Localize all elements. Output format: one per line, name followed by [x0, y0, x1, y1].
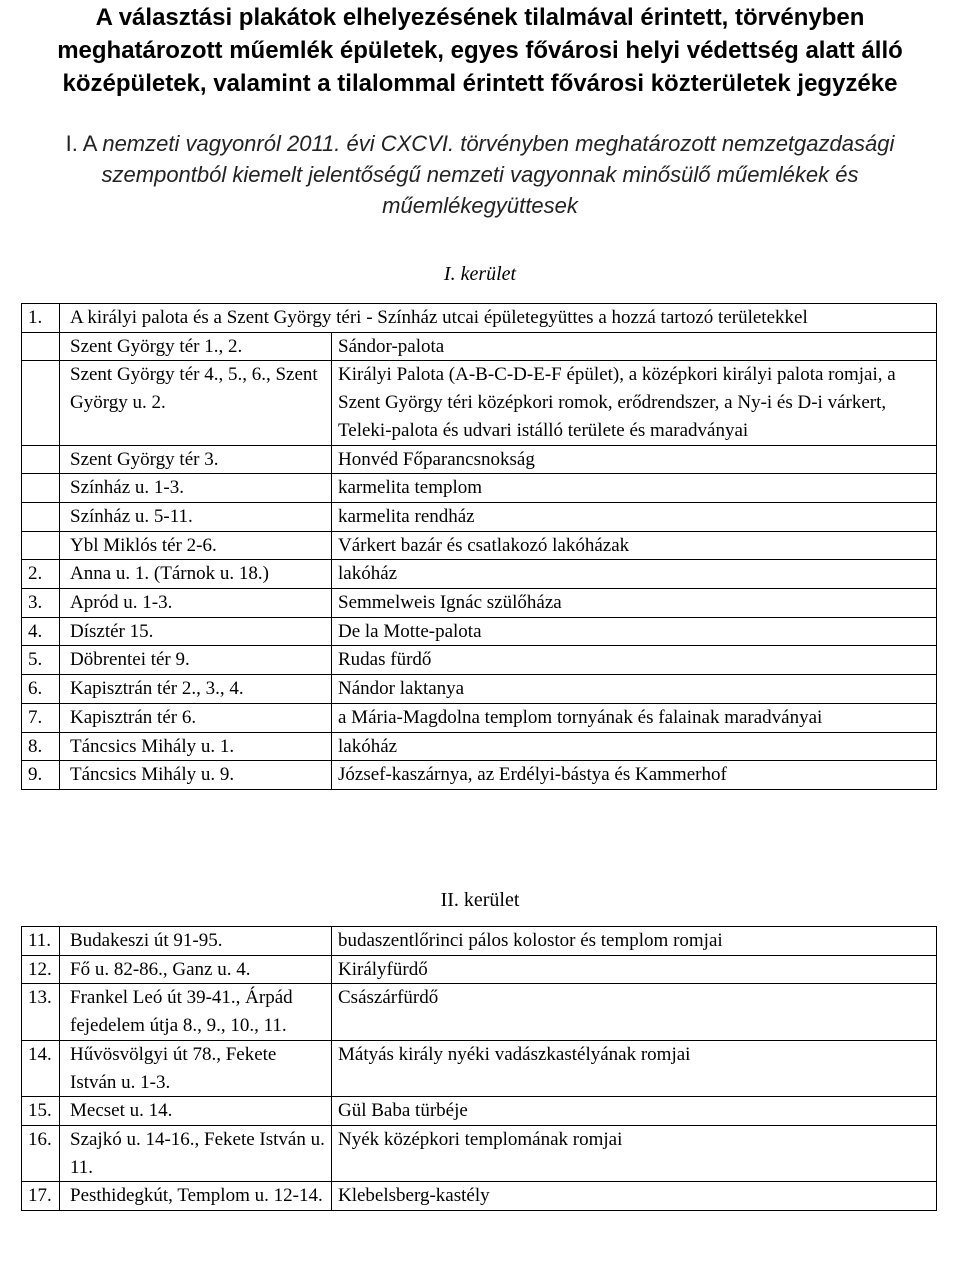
row-number: 13. [22, 984, 60, 1040]
description-cell: Sándor-palota [332, 332, 937, 361]
address-cell: Budakeszi út 91-95. [60, 927, 332, 956]
table-row [22, 560, 937, 589]
description-cell: karmelita rendház [332, 502, 937, 531]
table-row [22, 304, 937, 333]
table-row [22, 732, 937, 761]
empty-cell [22, 332, 60, 361]
table-row [22, 675, 937, 704]
address-cell: Táncsics Mihály u. 1. [60, 732, 332, 761]
empty-cell [22, 531, 60, 560]
address-cell: Szent György tér 1., 2. [60, 332, 332, 361]
description-cell: Királyi Palota (A-B-C-D-E-F épület), a középkori királyi palota romjai, a Szent György téri középkori romok, erődrendszer, a Ny-i és D-i várkert, Teleki-palota és udvari istálló területe és maradványai [332, 361, 937, 445]
row-number: 1. [22, 304, 60, 333]
description-cell: Császárfürdő [332, 984, 937, 1040]
section-title: nemzeti vagyonról 2011. évi CXCVI. törvényben meghatározott nemzetgazdasági szempontból kiemelt jelentőségű nemzeti vagyonnak minősülő műemlékek és műemlékegyüttesek [101, 131, 895, 218]
empty-cell [22, 474, 60, 503]
section-number: I. A [65, 131, 97, 156]
address-cell: Döbrentei tér 9. [60, 646, 332, 675]
description-cell: a Mária-Magdolna templom tornyának és falainak maradványai [332, 703, 937, 732]
row-number: 14. [22, 1040, 60, 1096]
table-row [22, 1097, 937, 1126]
row-number: 5. [22, 646, 60, 675]
description-cell: József-kaszárnya, az Erdélyi-bástya és Kammerhof [332, 761, 937, 790]
address-cell: Szent György tér 3. [60, 445, 332, 474]
row-number: 2. [22, 560, 60, 589]
description-cell: Gül Baba türbéje [332, 1097, 937, 1126]
row-number: 9. [22, 761, 60, 790]
address-cell: Színház u. 5-11. [60, 502, 332, 531]
address-cell: Szent György tér 4., 5., 6., Szent György u. 2. [60, 361, 332, 445]
description-cell: Királyfürdő [332, 955, 937, 984]
table-row [22, 646, 937, 675]
table-row [22, 332, 937, 361]
row-number: 7. [22, 703, 60, 732]
table-row [22, 617, 937, 646]
row-number: 4. [22, 617, 60, 646]
district-heading-2: II. kerület [440, 889, 520, 911]
row-number: 11. [22, 927, 60, 956]
row-number: 15. [22, 1097, 60, 1126]
address-cell: Mecset u. 14. [60, 1097, 332, 1126]
address-cell: Szajkó u. 14-16., Fekete István u. 11. [60, 1125, 332, 1181]
table-row [22, 703, 937, 732]
table-row [22, 927, 937, 956]
table-row [22, 531, 937, 560]
table-row [22, 955, 937, 984]
address-cell: Anna u. 1. (Tárnok u. 18.) [60, 560, 332, 589]
row-number: 3. [22, 589, 60, 618]
table-row [22, 1182, 937, 1211]
row-number: 8. [22, 732, 60, 761]
description-cell: Honvéd Főparancsnokság [332, 445, 937, 474]
address-cell: Színház u. 1-3. [60, 474, 332, 503]
table-row [22, 1040, 937, 1096]
document-title: A választási plakátok elhelyezésének tilalmával érintett, törvényben meghatározott műemlék épületek, egyes fővárosi helyi védettség alatt álló középületek, valamint a tilalommal érintett fővárosi közterületek jegyzéke [57, 4, 903, 97]
table-row [22, 984, 937, 1040]
description-cell: lakóház [332, 732, 937, 761]
row-number: 16. [22, 1125, 60, 1181]
row-number: 17. [22, 1182, 60, 1211]
address-cell: Ybl Miklós tér 2-6. [60, 531, 332, 560]
address-cell: Táncsics Mihály u. 9. [60, 761, 332, 790]
description-cell: Nándor laktanya [332, 675, 937, 704]
table-row [22, 1125, 937, 1181]
address-cell: Fő u. 82-86., Ganz u. 4. [60, 955, 332, 984]
empty-cell [22, 361, 60, 445]
table-row [22, 502, 937, 531]
district-heading-1: I. kerület [443, 263, 517, 285]
row-number: 6. [22, 675, 60, 704]
address-cell: Kapisztrán tér 6. [60, 703, 332, 732]
description-cell: karmelita templom [332, 474, 937, 503]
table-row [22, 445, 937, 474]
address-cell: Dísztér 15. [60, 617, 332, 646]
description-cell: budaszentlőrinci pálos kolostor és templom romjai [332, 927, 937, 956]
description-cell: Nyék középkori templomának romjai [332, 1125, 937, 1181]
description-cell: Semmelweis Ignác szülőháza [332, 589, 937, 618]
address-cell: Kapisztrán tér 2., 3., 4. [60, 675, 332, 704]
description-cell: Klebelsberg-kastély [332, 1182, 937, 1211]
table-row [22, 589, 937, 618]
description-cell: De la Motte-palota [332, 617, 937, 646]
address-cell: Frankel Leó út 39-41., Árpád fejedelem útja 8., 9., 10., 11. [60, 984, 332, 1040]
address-cell: Hűvösvölgyi út 78., Fekete István u. 1-3. [60, 1040, 332, 1096]
description-cell: Mátyás király nyéki vadászkastélyának romjai [332, 1040, 937, 1096]
table-row [22, 761, 937, 790]
address-cell: Apród u. 1-3. [60, 589, 332, 618]
group-title: A királyi palota és a Szent György téri - Színház utcai épületegyüttes a hozzá tartozó területekkel [60, 304, 937, 333]
address-cell: Pesthidegkút, Templom u. 12-14. [60, 1182, 332, 1211]
section-heading [20, 128, 940, 221]
district-2-table [21, 926, 937, 1211]
table-row [22, 474, 937, 503]
description-cell: lakóház [332, 560, 937, 589]
empty-cell [22, 445, 60, 474]
empty-cell [22, 502, 60, 531]
district-1-table [21, 303, 937, 790]
description-cell: Várkert bazár és csatlakozó lakóházak [332, 531, 937, 560]
table-row [22, 361, 937, 445]
description-cell: Rudas fürdő [332, 646, 937, 675]
row-number: 12. [22, 955, 60, 984]
